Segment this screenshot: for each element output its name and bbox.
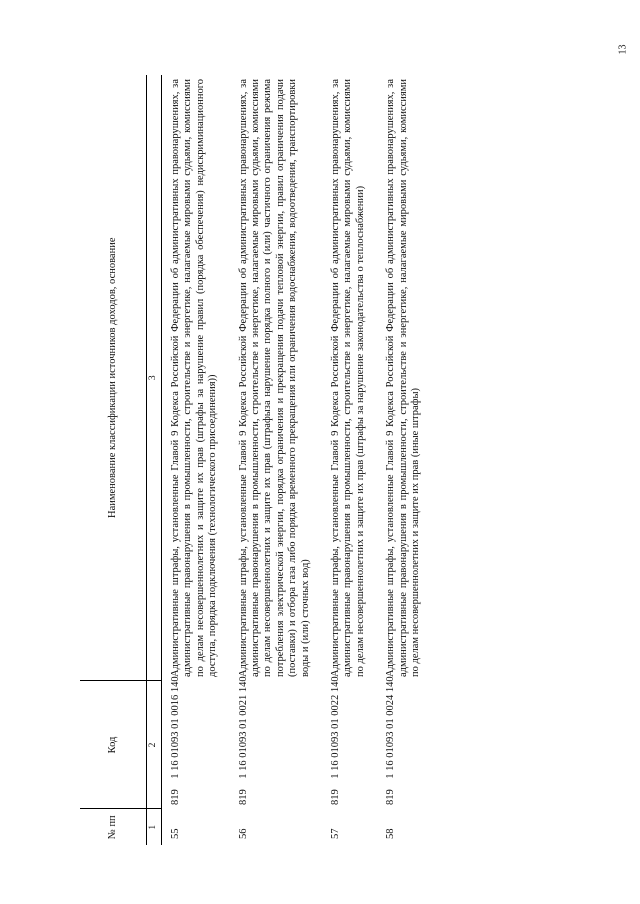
row-number: 55	[170, 828, 181, 839]
classification-code: 1 16 01093 01 0022 140	[330, 676, 342, 779]
revenue-classification-table	[80, 75, 433, 845]
column-number: 2	[147, 681, 162, 809]
header-num: № пп	[80, 809, 147, 845]
table-row	[230, 75, 322, 845]
admin-code: 819	[330, 789, 342, 805]
row-number: 56	[237, 828, 249, 839]
classification-code: 1 16 01093 01 0021 140	[237, 676, 249, 779]
table-row	[377, 75, 432, 845]
rotated-table-wrapper	[80, 75, 500, 845]
classification-code: 1 16 01093 01 0024 140	[385, 676, 397, 779]
row-code	[230, 676, 322, 809]
column-number: 1	[147, 809, 162, 845]
row-code	[377, 676, 432, 809]
page-number: 13	[617, 44, 629, 55]
row-number: 58	[385, 828, 397, 839]
admin-code: 819	[237, 789, 249, 805]
row-number: 57	[330, 828, 342, 839]
admin-code: 819	[385, 789, 397, 805]
row-name: Административные штрафы, установленные Главой 9 Кодекса Российской Федерации об административных правонарушениях, за административные правонарушения в промышленности, строительстве и энергетике, налагаемые мировыми судьями, комиссиями по делам несовершеннолетних и защите их прав (штрафы за нарушение законодательства о теплоснабжении)	[330, 79, 366, 677]
header-name: Наименование классификации источников доходов, основание	[80, 75, 147, 681]
row-code	[162, 676, 230, 809]
classification-code: 1 16 01093 01 0016 140	[170, 676, 181, 779]
column-number: 3	[147, 75, 162, 681]
row-name: Административные штрафы, установленные Главой 9 Кодекса Российской Федерации об административных правонарушениях, за административные правонарушения в промышленности, строительстве и энергетике, налагаемые мировыми судьями, комиссиями по делам несовершеннолетних и защите их прав (штрафыза нарушение порядка полного и (или) частичного ограничения режима потребления электрической энергии, порядка ограничения и прекращения подачи тепловой энергии, правил ограничения подачи (поставки) и отбора газа либо порядка временного прекращения или ограничения водоснабжения, водоотведения, транспортировки воды и (или) сточных вод)	[237, 79, 311, 677]
row-name: Административные штрафы, установленные Главой 9 Кодекса Российской Федерации об административных правонарушениях, за административные правонарушения в промышленности, строительстве и энергетике, налагаемые мировыми судьями, комиссиями по делам несовершеннолетних и защите их прав (штрафы за нарушение правил (порядка обеспечения) недискриминационного доступа, порядка подключения (технологического присоединения))	[170, 79, 219, 677]
admin-code: 819	[170, 789, 181, 805]
table-row	[162, 75, 230, 845]
header-code: Код	[80, 681, 147, 809]
row-name: Административные штрафы, установленные Главой 9 Кодекса Российской Федерации об административных правонарушениях, за административные правонарушения в промышленности, строительстве и энергетике, налагаемые мировыми судьями, комиссиями по делам несовершеннолетних и защите их прав (иные штрафы)	[385, 79, 422, 677]
column-number-row	[147, 75, 162, 845]
table-row	[322, 75, 377, 845]
row-code	[322, 676, 377, 809]
table-header-row	[80, 75, 147, 845]
